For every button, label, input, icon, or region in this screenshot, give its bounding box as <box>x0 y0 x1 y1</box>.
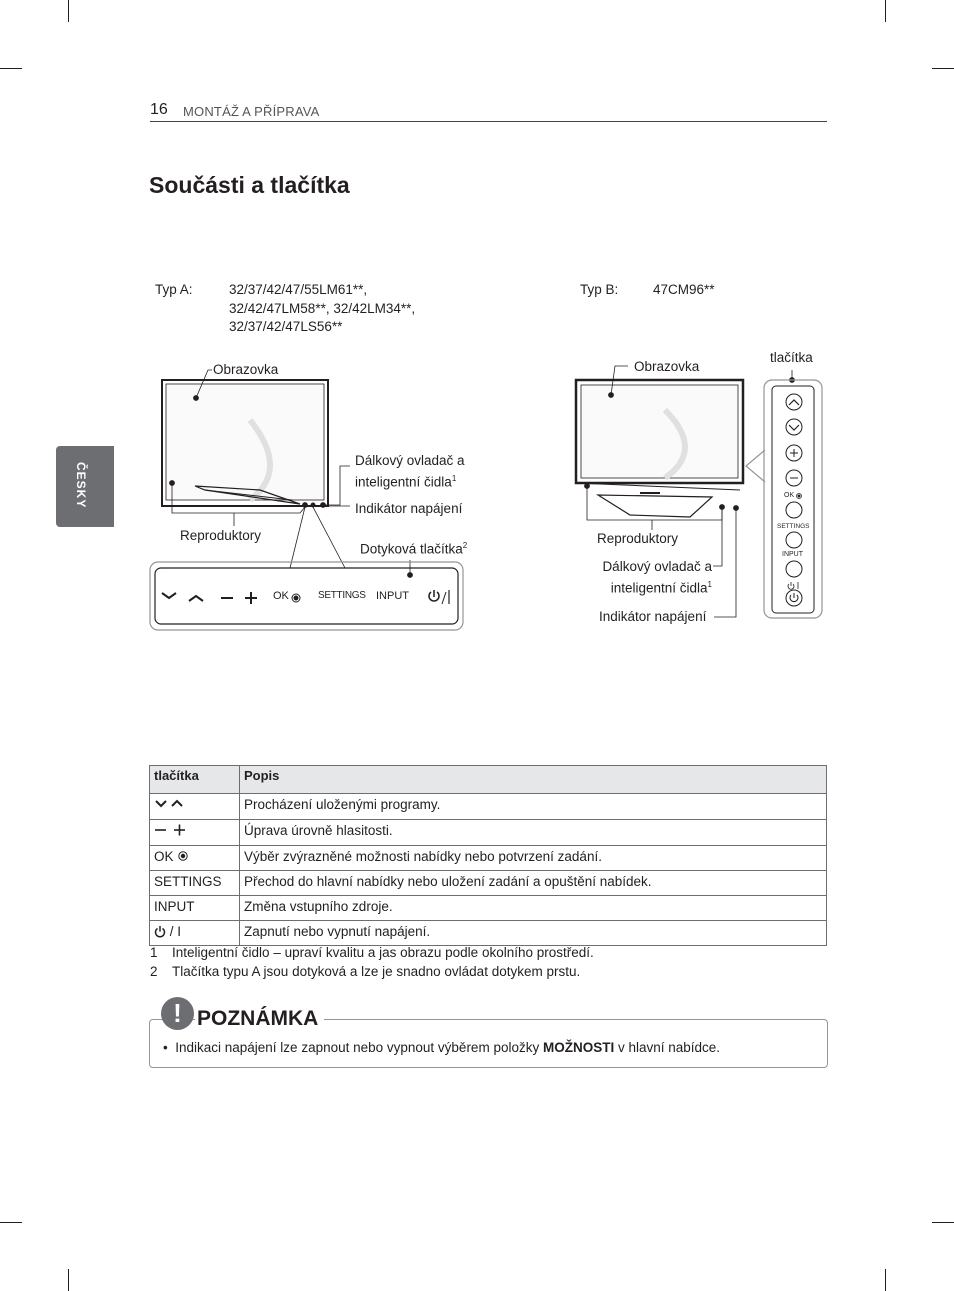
crop-mark <box>885 1269 886 1291</box>
crop-mark <box>0 1222 22 1223</box>
table-cell: OK <box>154 849 174 864</box>
table-cell: Výběr zvýrazněné možnosti nabídky nebo potvrzení zadání. <box>240 846 827 871</box>
table-header: tlačítka <box>150 766 240 794</box>
table-header-row <box>150 766 827 794</box>
table-row <box>150 794 827 820</box>
table-row <box>150 820 827 846</box>
ok-dot-icon <box>177 850 189 862</box>
table-cell: SETTINGS <box>150 871 240 896</box>
table-cell: Zapnutí nebo vypnutí napájení. <box>240 921 827 946</box>
type-a-remote-sensor-label: Dálkový ovladač a inteligentní čidla$^1$ <box>355 453 465 490</box>
page-number: 16 <box>150 101 168 118</box>
table-header: Popis <box>240 766 827 794</box>
type-a-ok-label: OK <box>273 590 289 602</box>
type-a-touch-buttons-label: Dotyková tlačítka$^2$ <box>360 541 468 557</box>
exclamation-icon: ! <box>161 997 194 1030</box>
note-title: POZNÁMKA <box>195 1007 324 1031</box>
type-a-input-label: INPUT <box>376 590 409 602</box>
page-title: Součásti a tlačítka <box>149 172 350 198</box>
note-text: • Indikaci napájení lze zapnout nebo vypnout výběrem položky MOŽNOSTI v hlavní nabídce. <box>163 1040 721 1055</box>
type-b-power-indicator-label: Indikátor napájení <box>599 609 707 624</box>
footnote-num: 1 <box>150 945 158 960</box>
table-row <box>150 846 827 871</box>
table-row <box>150 921 827 946</box>
minus-plus-icon <box>154 823 190 837</box>
type-a-settings-label: SETTINGS <box>318 590 366 601</box>
type-a-screen-label: Obrazovka <box>213 362 279 377</box>
table-row <box>150 896 827 921</box>
table-row <box>150 871 827 896</box>
chevron-down-up-icon <box>154 797 190 811</box>
type-b-remote-sensor-label: Dálkový ovladač a inteligentní čidla$^1$ <box>602 559 712 596</box>
footnote-text: Tlačítka typu A jsou dotyková a lze je snadno ovládat dotykem prstu. <box>172 964 581 979</box>
type-a-power-indicator-label: Indikátor napájení <box>355 501 463 516</box>
table-cell: Procházení uloženými programy. <box>240 794 827 820</box>
table-cell: Úprava úrovně hlasitosti. <box>240 820 827 846</box>
type-b-speakers-label: Reproduktory <box>597 531 679 546</box>
type-a-speakers-label: Reproduktory <box>180 528 262 543</box>
type-b-settings-label: SETTINGS <box>777 523 810 530</box>
section-title: MONTÁŽ A PŘÍPRAVA <box>183 104 320 119</box>
crop-mark <box>68 1269 69 1291</box>
table-cell: Přechod do hlavní nabídky nebo uložení zadání a opuštění nabídek. <box>240 871 827 896</box>
type-b-ok-label: OK <box>784 492 795 499</box>
type-a-model-line: 32/42/47LM58**, 32/42LM34**, <box>229 300 416 316</box>
language-tab-label: ČESKY <box>74 462 88 509</box>
type-b-screen-label: Obrazovka <box>634 359 700 374</box>
footnote-text: Inteligentní čidlo – upraví kvalitu a jas obrazu podle okolního prostředí. <box>172 945 594 960</box>
type-b-label: Typ B: <box>580 282 619 297</box>
table-cell: INPUT <box>150 896 240 921</box>
crop-mark <box>932 1222 954 1223</box>
type-b-input-label: INPUT <box>782 551 803 558</box>
type-b-model: 47CM96** <box>653 282 715 297</box>
buttons-table <box>149 765 827 946</box>
table-cell: Změna vstupního zdroje. <box>240 896 827 921</box>
type-a-label: Typ A: <box>155 282 193 297</box>
table-cell: / I <box>169 924 182 939</box>
type-b-buttons-label: tlačítka <box>770 350 813 365</box>
type-a-model-line: 32/37/42/47/55LM61**, <box>229 282 368 297</box>
type-a-model-line: 32/37/42/47LS56** <box>229 319 343 334</box>
footnote-num: 2 <box>150 964 158 979</box>
power-icon <box>154 925 166 938</box>
